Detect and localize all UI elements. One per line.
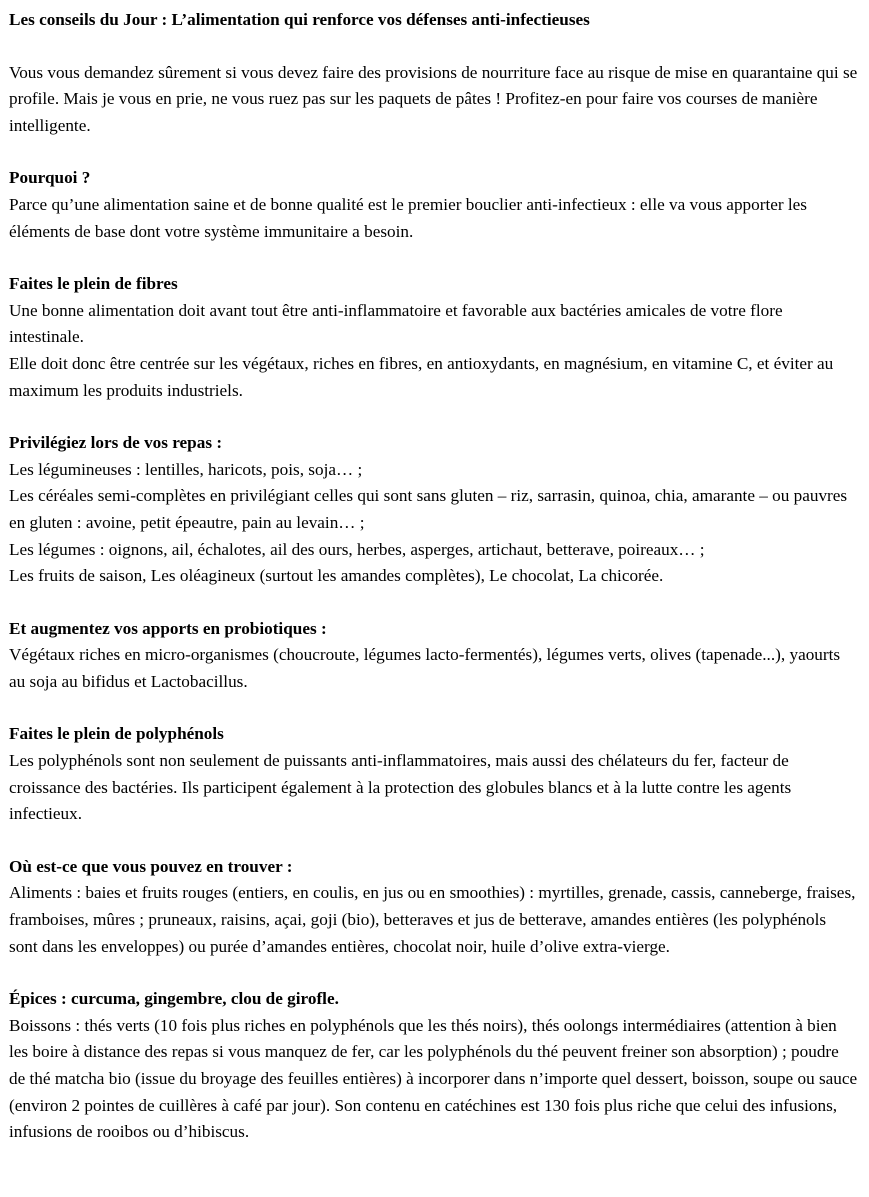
section-heading: Épices : curcuma, gingembre, clou de girofle. xyxy=(9,989,339,1009)
section-ou-trouver xyxy=(9,854,859,960)
section-heading: Faites le plein de polyphénols xyxy=(9,724,224,744)
section-paragraph: Végétaux riches en micro-organismes (choucroute, légumes lacto-fermentés), légumes verts, olives (tapenade...), yaourts au soja au bifidus et Lactobacillus. xyxy=(9,645,841,691)
section-paragraph: Les légumes : oignons, ail, échalotes, ail des ours, herbes, asperges, artichaut, betterave, poireaux… ; xyxy=(9,539,705,559)
section-heading: Faites le plein de fibres xyxy=(9,274,178,294)
section-paragraph: Les polyphénols sont non seulement de puissants anti-inflammatoires, mais aussi des chélateurs du fer, facteur de croissance des bactéries. Ils participent également à la protection des globules blancs et à la lutte contre les agents infectieux. xyxy=(9,751,792,824)
section-paragraph: Aliments : baies et fruits rouges (entiers, en coulis, en jus ou en smoothies) : myrtilles, grenade, cassis, canneberge, fraises, framboises, mûres ; pruneaux, raisins, açai, goji (bio), betteraves et jus de betterave, amandes entières (les polyphénols sont dans les enveloppes) ou purée d’amandes entières, chocolat noir, huile d’olive extra-vierge. xyxy=(9,883,856,956)
section-epices xyxy=(9,986,859,1146)
section-heading: Privilégiez lors de vos repas : xyxy=(9,433,223,453)
section-paragraph: Boissons : thés verts (10 fois plus riches en polyphénols que les thés noirs), thés oolongs intermédiaires (attention à bien les boire à distance des repas si vous manquez de fer, car les polyphénols du thé peuvent freiner son absorption) ; poudre de thé matcha bio (issue du broyage des feuilles entières) à incorporer dans n’importe quel dessert, boisson, soupe ou sauce (environ 2 pointes de cuillères à café par jour). Son contenu en catéchines est 130 fois plus riche que celui des infusions, infusions de rooibos ou d’hibiscus. xyxy=(9,1015,858,1142)
section-probiotiques xyxy=(9,616,859,696)
section-paragraph: Parce qu’une alimentation saine et de bonne qualité est le premier bouclier anti-infectieux : elle va vous apporter les éléments de base dont votre système immunitaire a besoin. xyxy=(9,194,807,241)
section-pourquoi xyxy=(9,165,859,245)
intro-paragraph: Vous vous demandez sûrement si vous devez faire des provisions de nourriture face au risque de mise en quarantaine qui se profile. Mais je vous en prie, ne vous ruez pas sur les paquets de pâtes ! Profitez-en pour faire vos courses de manière intelligente. xyxy=(9,62,858,135)
section-repas xyxy=(9,430,859,590)
section-polyphenols xyxy=(9,721,859,827)
section-paragraph: Elle doit donc être centrée sur les végétaux, riches en fibres, en antioxydants, en magnésium, en vitamine C, et éviter au maximum les produits industriels. xyxy=(9,353,834,400)
document-title: Les conseils du Jour : L’alimentation qui renforce vos défenses anti-infectieuses xyxy=(9,10,590,29)
section-heading: Et augmentez vos apports en probiotiques : xyxy=(9,618,327,638)
section-heading: Pourquoi ? xyxy=(9,168,91,188)
section-paragraph: Une bonne alimentation doit avant tout être anti-inflammatoire et favorable aux bactéries amicales de votre flore intestinale. xyxy=(9,300,783,347)
section-fibres xyxy=(9,271,859,404)
section-paragraph: Les fruits de saison, Les oléagineux (surtout les amandes complètes), Le chocolat, La chicorée. xyxy=(9,566,664,586)
section-heading: Où est-ce que vous pouvez en trouver : xyxy=(9,856,293,876)
section-paragraph: Les légumineuses : lentilles, haricots, pois, soja… ; xyxy=(9,459,363,479)
section-paragraph: Les céréales semi-complètes en privilégiant celles qui sont sans gluten – riz, sarrasin, quinoa, chia, amarante – ou pauvres en gluten : avoine, petit épeautre, pain au levain… ; xyxy=(9,486,848,532)
